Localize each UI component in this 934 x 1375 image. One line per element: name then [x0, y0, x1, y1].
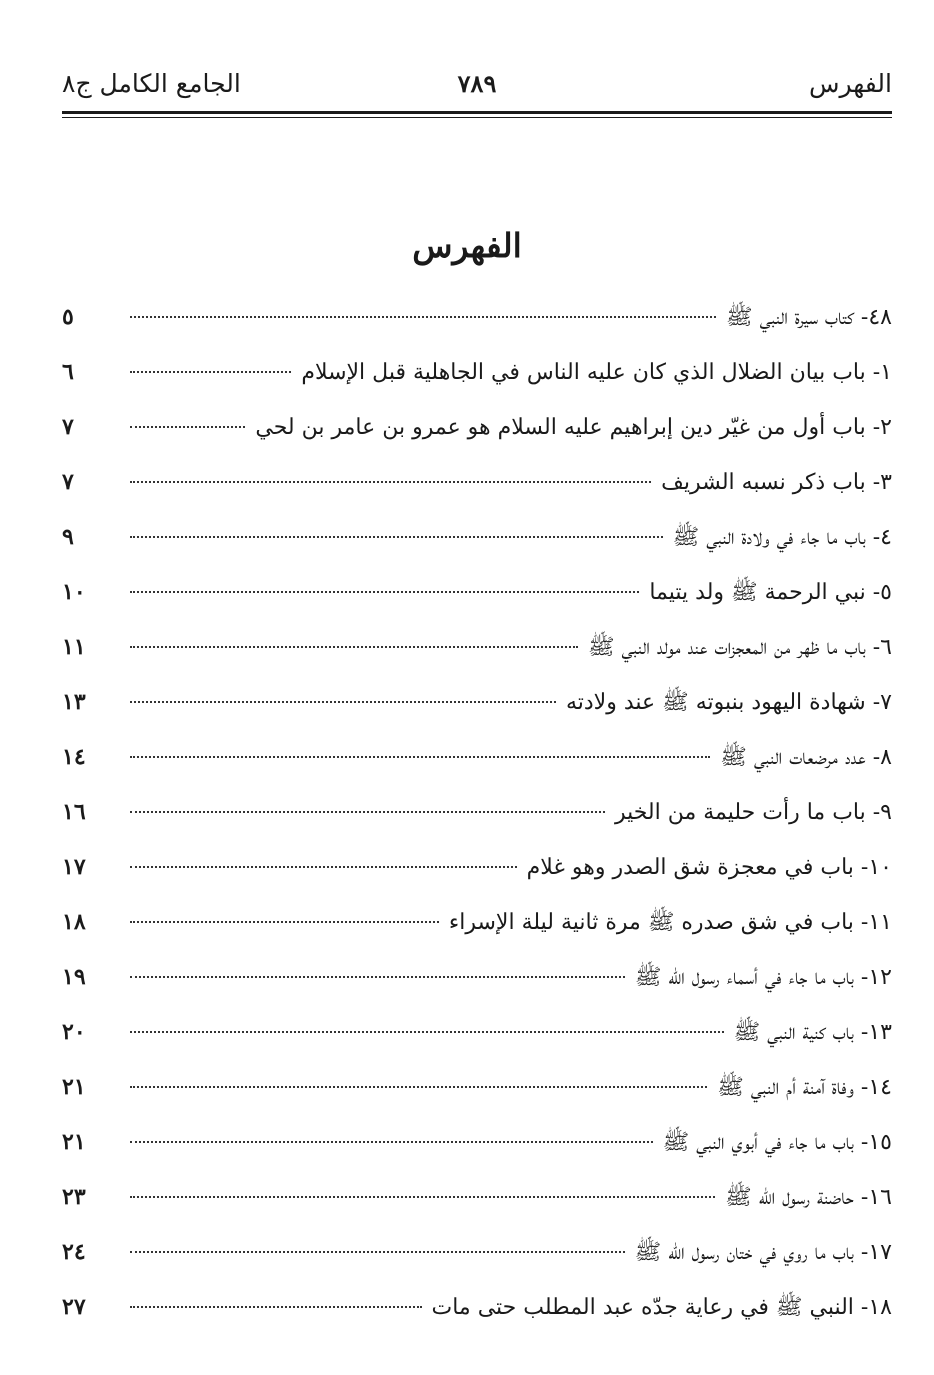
dot-leader: [130, 701, 556, 703]
dot-leader: [130, 426, 245, 428]
dot-leader: [130, 536, 663, 538]
toc-entry-title: ٩- باب ما رأت حليمة من الخير: [614, 800, 892, 825]
toc-entry-page-number: ٢٣: [62, 1184, 86, 1210]
toc-entry-title: ١٥- باب ما جاء في أبوي النبي ﷺ: [662, 1130, 892, 1155]
toc-entry-title: ١- باب بيان الضلال الذي كان عليه الناس في الجاهلية قبل الإسلام: [301, 360, 892, 385]
toc-entry-title: ١٦- حاضنة رسول الله ﷺ: [725, 1185, 892, 1210]
toc-entry: [62, 840, 892, 895]
dot-leader: [130, 481, 651, 483]
toc-entry-title: ١٤- وفاة آمنة أم النبي ﷺ: [717, 1075, 892, 1100]
toc-entry-title: ٥- نبي الرحمة ﷺ ولد يتيما: [649, 580, 892, 605]
toc-entry-title: ١٨- النبي ﷺ في رعاية جدّه عبد المطلب حتى مات: [431, 1295, 892, 1320]
toc-entry-title: ٨- عدد مرضعات النبي ﷺ: [720, 745, 892, 770]
toc-entry: [62, 950, 892, 1005]
page-title: الفهرس: [412, 226, 522, 265]
toc-entry-page-number: ٢١: [62, 1129, 86, 1155]
dot-leader: [130, 811, 605, 813]
header-book-title: الجامع الكامل ج٨: [62, 69, 241, 98]
dot-leader: [130, 756, 710, 758]
toc-entry-page-number: ٢٤: [62, 1239, 86, 1265]
dot-leader: [130, 1306, 422, 1308]
toc-entry-title: ١٢- باب ما جاء في أسماء رسول الله ﷺ: [634, 965, 892, 990]
toc-entry-title: ٤- باب ما جاء في ولادة النبي ﷺ: [672, 525, 892, 550]
header-rule-thin: [62, 117, 892, 118]
toc-entry-title: ١١- باب في شق صدره ﷺ مرة ثانية ليلة الإسراء: [448, 910, 892, 935]
toc-entry-title: ٤٨- كتاب سيرة النبي ﷺ: [726, 305, 892, 330]
header-rule-thick: [62, 111, 892, 114]
toc-entry: [62, 1170, 892, 1225]
dot-leader: [130, 866, 517, 868]
dot-leader: [130, 1141, 653, 1143]
dot-leader: [130, 921, 439, 923]
toc-entry: [62, 620, 892, 675]
toc-entry-page-number: ١٦: [62, 799, 86, 825]
toc-entry-page-number: ٩: [62, 524, 74, 550]
toc-entry: [62, 1005, 892, 1060]
dot-leader: [130, 1086, 707, 1088]
toc-entry: [62, 1280, 892, 1335]
toc-entry: [62, 785, 892, 840]
toc-entry-page-number: ٢١: [62, 1074, 86, 1100]
toc-entry-page-number: ٢٧: [62, 1294, 86, 1320]
toc-entry-page-number: ١٩: [62, 964, 86, 990]
toc-entry-page-number: ١٤: [62, 744, 86, 770]
toc-entry: [62, 1115, 892, 1170]
toc-entry-title: ١٠- باب في معجزة شق الصدر وهو غلام: [526, 855, 892, 880]
toc-entry: [62, 675, 892, 730]
dot-leader: [130, 371, 291, 373]
toc-entry-page-number: ١٣: [62, 689, 86, 715]
dot-leader: [130, 316, 716, 318]
toc-entry: [62, 510, 892, 565]
running-header: [62, 64, 892, 104]
header-section-title: الفهرس: [808, 69, 892, 98]
toc-entry-title: ١٣- باب كنية النبي ﷺ: [733, 1020, 892, 1045]
page-number: ٧٨٩: [457, 69, 497, 98]
toc-entry-page-number: ٢٠: [62, 1019, 86, 1045]
toc-entry-title: ١٧- باب ما روي في ختان رسول الله ﷺ: [634, 1240, 892, 1265]
toc-entry: [62, 1060, 892, 1115]
toc-entry-page-number: ١١: [62, 634, 86, 660]
toc-entry-title: ٦- باب ما ظهر من المعجزات عند مولد النبي ﷺ: [587, 635, 892, 660]
toc-entry-page-number: ١٧: [62, 854, 86, 880]
toc-entry: [62, 290, 892, 345]
toc-entry-page-number: ١٠: [62, 579, 86, 605]
toc-entry: [62, 455, 892, 510]
toc-entry: [62, 345, 892, 400]
toc-entry-page-number: ٧: [62, 414, 74, 440]
table-of-contents: [62, 290, 892, 1335]
dot-leader: [130, 1031, 724, 1033]
toc-entry: [62, 895, 892, 950]
dot-leader: [130, 1251, 625, 1253]
toc-entry: [62, 400, 892, 455]
toc-entry-page-number: ٥: [62, 304, 74, 330]
toc-entry: [62, 565, 892, 620]
dot-leader: [130, 1196, 715, 1198]
toc-entry-title: ٧- شهادة اليهود بنبوته ﷺ عند ولادته: [565, 690, 892, 715]
toc-entry: [62, 730, 892, 785]
toc-entry-page-number: ١٨: [62, 909, 86, 935]
toc-entry-title: ٣- باب ذكر نسبه الشريف: [661, 470, 892, 495]
dot-leader: [130, 976, 625, 978]
toc-entry-page-number: ٦: [62, 359, 74, 385]
dot-leader: [130, 646, 578, 648]
toc-entry: [62, 1225, 892, 1280]
dot-leader: [130, 591, 639, 593]
toc-entry-title: ٢- باب أول من غيّر دين إبراهيم عليه السلام هو عمرو بن عامر بن لحي: [255, 415, 892, 440]
toc-entry-page-number: ٧: [62, 469, 74, 495]
